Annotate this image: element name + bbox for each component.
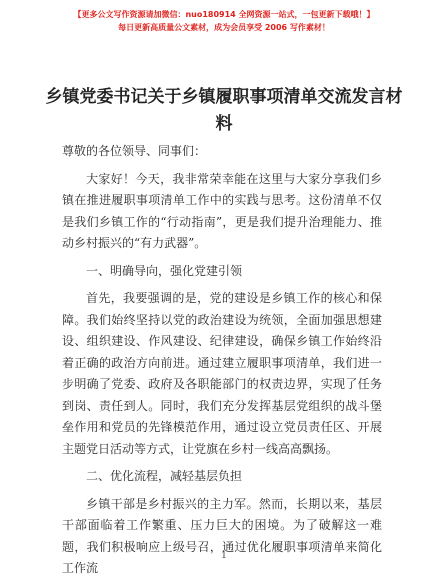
promo-banner-line-2: 每日更新高质量公文素材，成为会员享受 2006 写作素材！ [118, 23, 330, 32]
paragraph-section-2: 乡镇干部是乡村振兴的主力军。然而，长期以来，基层干部面临着工作繁重、压力巨大的困境。为了破解这一难题，我们积极响应上级号召，通过优化履职事项清单来简化工作流 [62, 496, 382, 575]
promo-banner [0, 8, 448, 34]
document-body [62, 141, 382, 586]
promo-banner-line-1: 【更多公文写作资源请加微信：nuo180914 全网资源一站式，一包更新下载哦！】 [73, 10, 375, 19]
page-number: 1 [221, 551, 227, 561]
section-heading-2: 二、优化流程，减轻基层负担 [86, 469, 243, 483]
salutation: 尊敬的各位领导、同事们： [62, 144, 207, 158]
paragraph-section-1: 首先，我要强调的是，党的建设是乡镇工作的核心和保障。我们始终坚持以党的政治建设为统领，全面加强思想建设、组织建设、作风建设、纪律建设，确保乡镇工作始终沿着正确的政治方向前进。通过建立履职事项清单，我们进一步明确了党委、政府及各职能部门的权责边界，实现了任务到岗、责任到人。同时，我们充分发挥基层党组织的战斗堡垒作用和党员的先锋模范作用，通过设立党员责任区、开展主题党日活动等方式，让党旗在乡村一线高高飘扬。 [62, 291, 382, 456]
paragraph-intro: 大家好！今天，我非常荣幸能在这里与大家分享我们乡镇在推进履职事项清单工作中的实践与思考。这份清单不仅是我们乡镇工作的“行动指南”，更是我们提升治理能力、推动乡村振兴的“有力武器”。 [62, 171, 382, 250]
document-title: 乡镇党委书记关于乡镇履职事项清单交流发言材料 [45, 87, 403, 134]
section-heading-1: 一、明确导向，强化党建引领 [86, 263, 243, 278]
